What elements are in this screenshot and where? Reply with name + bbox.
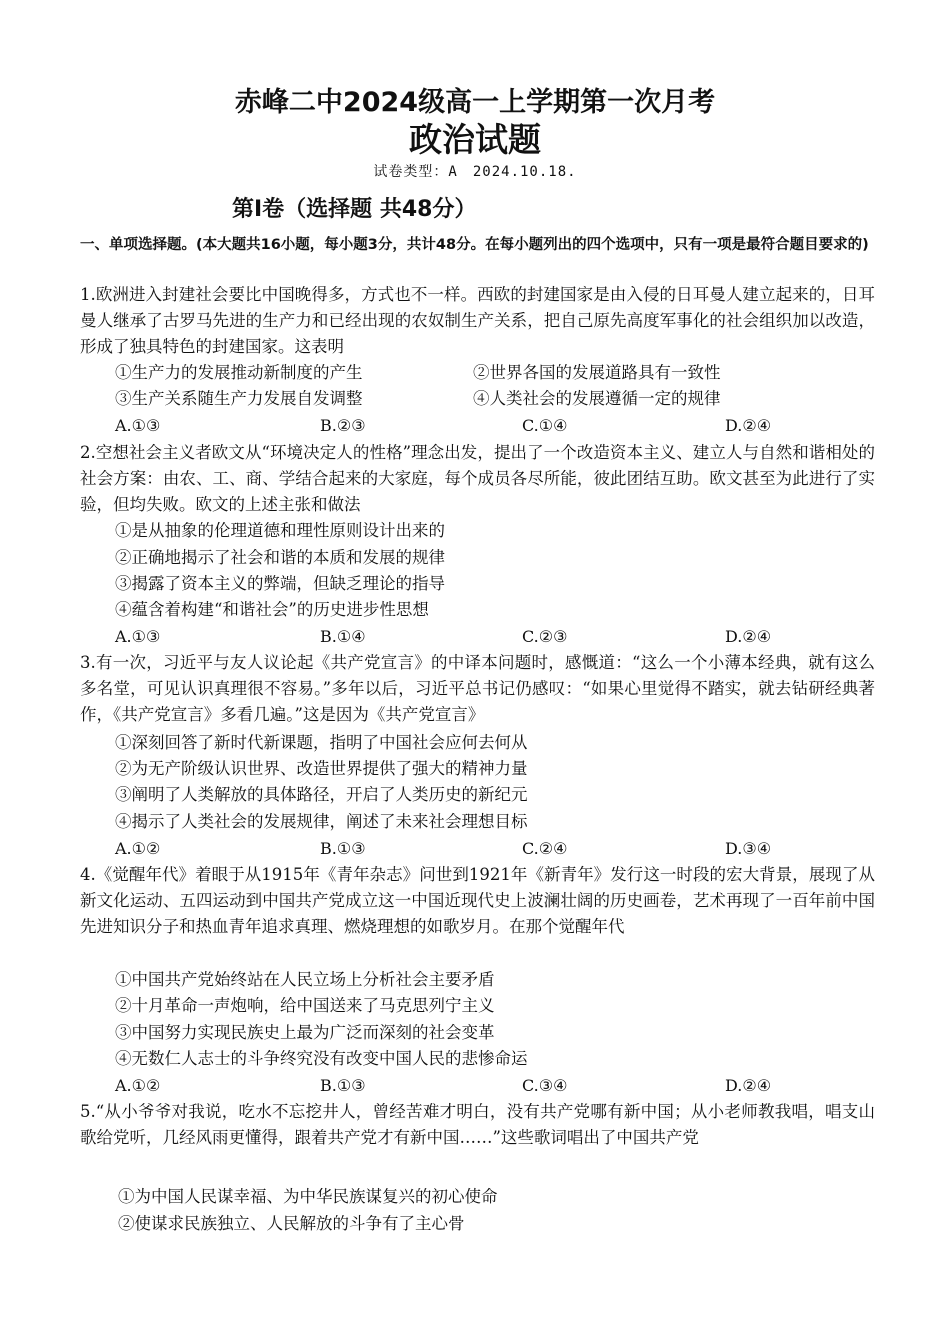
exam-meta: 试卷类型：A 2024.10.18. (373, 164, 577, 180)
exam-title: 赤峰二中2024级高一上学期第一次月考 (234, 87, 716, 118)
question-2-answer-a: A.①③ (115, 627, 161, 646)
question-1-answer-c: C.①④ (522, 416, 568, 435)
question-3-statement-2: ②为无产阶级认识世界、改造世界提供了强大的精神力量 (115, 759, 528, 778)
question-1-answer-d: D.②④ (725, 416, 772, 435)
question-2-statement-3: ③揭露了资本主义的弊端，但缺乏理论的指导 (115, 574, 445, 593)
subject-title: 政治试题 (409, 120, 541, 159)
question-2-statement-2: ②正确地揭示了社会和谐的本质和发展的规律 (115, 548, 445, 567)
question-3-answer-c: C.②④ (522, 839, 568, 858)
question-3-answer-a: A.①② (115, 839, 161, 858)
question-2-answer-b: B.①④ (320, 627, 366, 646)
question-1-stem: 1.欧洲进入封建社会要比中国晚得多，方式也不一样。西欧的封建国家是由入侵的日耳曼人建立起来的，日耳曼人继承了古罗马先进的生产力和已经出现的农奴制生产关系，把自己原先高度军事化的社会组织加以改造，形成了独具特色的封建国家。这表明 (80, 285, 875, 357)
question-1-answer-a: A.①③ (115, 416, 161, 435)
question-2-stem: 2.空想社会主义者欧文从“环境决定人的性格”理念出发，提出了一个改造资本主义、建立人与自然和谐相处的社会方案：由农、工、商、学结合起来的大家庭，每个成员各尽所能，彼此团结互助。欧文甚至为此进行了实验，但均失败。欧文的上述主张和做法 (80, 443, 875, 515)
question-1-statement-4: ④人类社会的发展遵循一定的规律 (473, 389, 721, 408)
section-title: 第Ⅰ卷（选择题 共48分） (232, 197, 477, 222)
question-3-answer-d: D.③④ (725, 839, 772, 858)
question-1-answer-b: B.②③ (320, 416, 366, 435)
question-2-statement-1: ①是从抽象的伦理道德和理性原则设计出来的 (115, 521, 445, 540)
question-5-statement-2: ②使谋求民族独立、人民解放的斗争有了主心骨 (118, 1214, 465, 1233)
question-5-stem: 5.“从小爷爷对我说，吃水不忘挖井人，曾经苦难才明白，没有共产党哪有新中国；从小老师教我唱，唱支山歌给党听，几经风雨更懂得，跟着共产党才有新中国……”这些歌词唱出了中国共产党 (80, 1102, 875, 1148)
question-3-statement-1: ①深刻回答了新时代新课题，指明了中国社会应何去何从 (115, 733, 528, 752)
question-3-statement-4: ④揭示了人类社会的发展规律，阐述了未来社会理想目标 (115, 812, 528, 831)
question-2-answer-d: D.②④ (725, 627, 772, 646)
question-3-stem: 3.有一次，习近平与友人议论起《共产党宣言》的中译本问题时，感慨道：“这么一个小薄本经典，就有这么多名堂，可见认识真理很不容易。”多年以后，习近平总书记仍感叹：“如果心里觉得不踏实，就去钻研经典著作，《共产党宣言》多看几遍。”这是因为《共产党宣言》 (80, 653, 875, 725)
question-3-answer-b: B.①③ (320, 839, 366, 858)
question-1-statement-3: ③生产关系随生产力发展自发调整 (115, 389, 363, 408)
question-4-statement-3: ③中国努力实现民族史上最为广泛而深刻的社会变革 (115, 1023, 495, 1042)
question-2-answer-c: C.②③ (522, 627, 568, 646)
question-3-statement-3: ③阐明了人类解放的具体路径，开启了人类历史的新纪元 (115, 785, 528, 804)
question-2-statement-4: ④蕴含着构建“和谐社会”的历史进步性思想 (115, 600, 429, 619)
question-4-statement-4: ④无数仁人志士的斗争终究没有改变中国人民的悲惨命运 (115, 1049, 528, 1068)
section-instructions: 一、单项选择题。(本大题共16小题，每小题3分，共计48分。在每小题列出的四个选项中，只有一项是最符合题目要求的) (80, 237, 869, 253)
question-4-answer-b: B.①③ (320, 1076, 366, 1095)
question-4-statement-2: ②十月革命一声炮响，给中国送来了马克思列宁主义 (115, 996, 495, 1015)
question-4-answer-c: C.③④ (522, 1076, 568, 1095)
question-1-statement-1: ①生产力的发展推动新制度的产生 (115, 363, 363, 382)
question-5-statement-1: ①为中国人民谋幸福、为中华民族谋复兴的初心使命 (118, 1187, 498, 1206)
question-4-answer-d: D.②④ (725, 1076, 772, 1095)
question-4-stem: 4.《觉醒年代》着眼于从1915年《青年杂志》问世到1921年《新青年》发行这一时段的宏大背景，展现了从新文化运动、五四运动到中国共产党成立这一中国近现代史上波澜壮阔的历史画卷，艺术再现了一百年前中国先进知识分子和热血青年追求真理、燃烧理想的如歌岁月。在那个觉醒年代 (80, 865, 875, 937)
question-1-statement-2: ②世界各国的发展道路具有一致性 (473, 363, 721, 382)
question-4-answer-a: A.①② (115, 1076, 161, 1095)
question-4-statement-1: ①中国共产党始终站在人民立场上分析社会主要矛盾 (115, 970, 495, 989)
